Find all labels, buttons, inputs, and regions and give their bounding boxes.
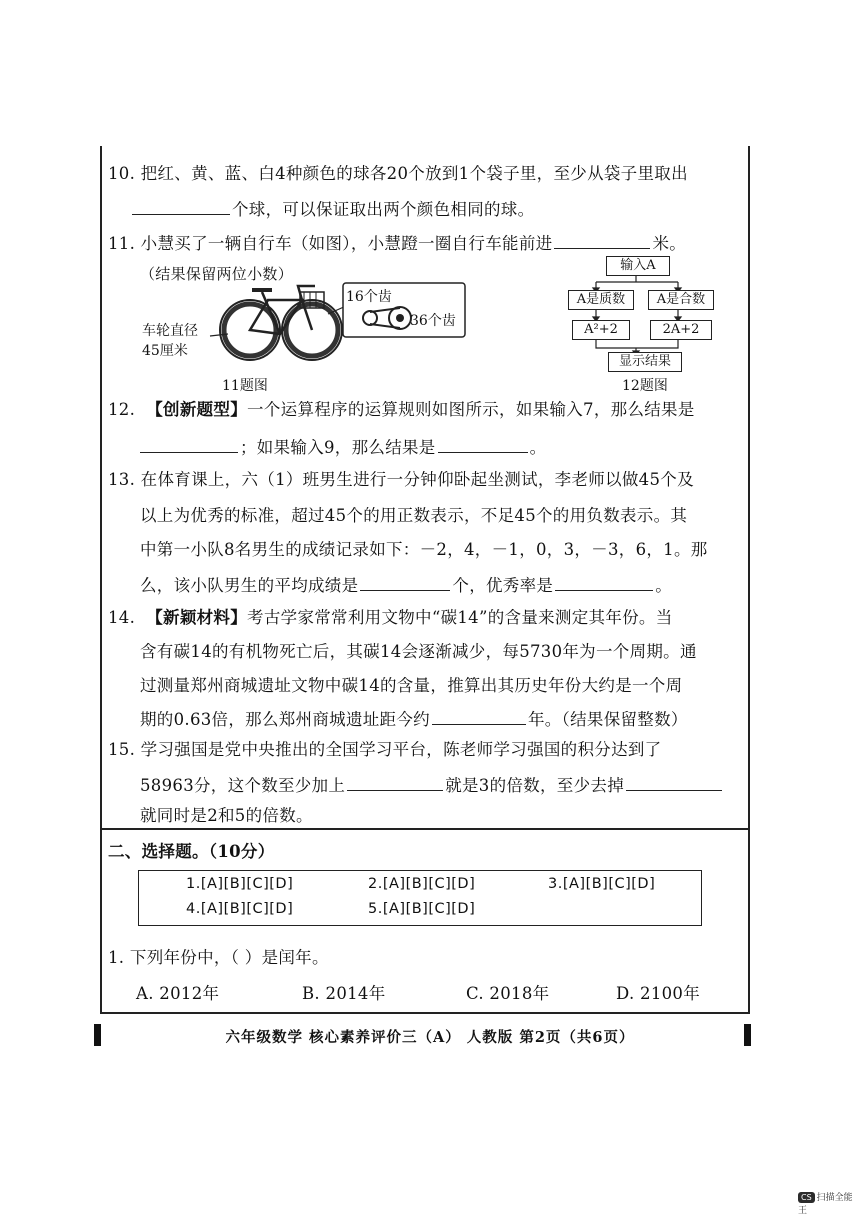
wheel-diameter-value: 45厘米 bbox=[142, 343, 188, 359]
q11-line1 bbox=[108, 230, 686, 256]
q13-line4-text-a: 么，该小队男生的平均成绩是 bbox=[140, 576, 359, 595]
q14-tag: 【新颖材料】 bbox=[146, 608, 248, 627]
answer-blank[interactable] bbox=[554, 230, 650, 249]
q15-line2-text-a: 58963分，这个数至少加上 bbox=[140, 776, 346, 795]
section-divider bbox=[100, 828, 748, 830]
mc1-option-d[interactable]: D. 2100年 bbox=[616, 984, 701, 1003]
q12-line1 bbox=[108, 398, 695, 422]
q13-line1: 13. 在体育课上，六（1）班男生进行一分钟仰卧起坐测试，李老师以做45个及 bbox=[108, 470, 694, 489]
flow-prime-op-box: A²+2 bbox=[572, 320, 630, 340]
mc1-option-b[interactable]: B. 2014年 bbox=[302, 984, 386, 1003]
q10-line2-text: 个球，可以保证取出两个颜色相同的球。 bbox=[232, 200, 535, 219]
q10-line2 bbox=[130, 196, 534, 222]
q15-line3: 就同时是2和5的倍数。 bbox=[140, 806, 313, 825]
q12-caption: 12题图 bbox=[622, 378, 668, 394]
q14-line3: 过测量郑州商城遗址文物中碳14的含量，推算出其历史年份大约是一个周 bbox=[140, 676, 683, 695]
q13-line2: 以上为优秀的标准，超过45个的用正数表示，不足45个的用负数表示。其 bbox=[140, 506, 688, 525]
answer-option-1[interactable]: 1.[A][B][C][D] bbox=[186, 876, 294, 892]
q10-line1: 10. 把红、黄、蓝、白4种颜色的球各20个放到1个袋子里，至少从袋子里取出 bbox=[108, 164, 688, 183]
answer-blank[interactable] bbox=[347, 772, 443, 791]
answer-blank[interactable] bbox=[438, 434, 528, 453]
q11-note: （结果保留两位小数） bbox=[140, 265, 294, 283]
answer-option-5[interactable]: 5.[A][B][C][D] bbox=[368, 901, 476, 917]
bottom-border bbox=[100, 1012, 748, 1014]
mc1-stem: 1. 下列年份中，（ ）是闰年。 bbox=[108, 948, 329, 967]
q13-line4 bbox=[140, 572, 672, 598]
q14-line2: 含有碳14的有机物死亡后，其碳14会逐渐减少，每5730年为一个周期。通 bbox=[140, 642, 697, 661]
wheel-diameter-label: 车轮直径 bbox=[142, 323, 198, 339]
flow-prime-box: A是质数 bbox=[568, 290, 634, 310]
q12-number: 12. bbox=[108, 400, 136, 419]
answer-option-3[interactable]: 3.[A][B][C][D] bbox=[548, 876, 656, 892]
q11-caption: 11题图 bbox=[222, 378, 268, 394]
q13-line4-text-b: 个，优秀率是 bbox=[452, 576, 554, 595]
answer-blank[interactable] bbox=[132, 196, 230, 215]
answer-blank[interactable] bbox=[140, 434, 238, 453]
q12-line2 bbox=[138, 434, 546, 460]
flow-composite-op-box: 2A+2 bbox=[650, 320, 712, 340]
scanner-logo-icon: CS bbox=[798, 1192, 815, 1203]
answer-blank[interactable] bbox=[432, 706, 526, 725]
q14-line4-text-a: 期的0.63倍，那么郑州商城遗址距今约 bbox=[140, 710, 430, 729]
answer-option-2[interactable]: 2.[A][B][C][D] bbox=[368, 876, 476, 892]
page-footer: 六年级数学 核心素养评价三（A） 人教版 第2页（共6页） bbox=[225, 1029, 635, 1046]
q14-line4 bbox=[140, 706, 688, 732]
q15-line2-text-b: 就是3的倍数，至少去掉 bbox=[445, 776, 625, 795]
answer-blank[interactable] bbox=[626, 772, 722, 791]
scanner-watermark-text: 扫描全能王 bbox=[798, 1193, 853, 1216]
small-gear-label: 16个齿 bbox=[346, 289, 392, 305]
flow-output-box: 显示结果 bbox=[608, 352, 682, 372]
q12-line2-text: ；如果输入9，那么结果是 bbox=[240, 438, 436, 457]
q12-line2-end: 。 bbox=[529, 438, 547, 457]
mc1-option-c[interactable]: C. 2018年 bbox=[466, 984, 550, 1003]
q14-line4-text-b: 年。（结果保留整数） bbox=[527, 710, 688, 729]
scanner-watermark bbox=[798, 1190, 860, 1216]
q15-line1: 15. 学习强国是党中央推出的全国学习平台，陈老师学习强国的积分达到了 bbox=[108, 740, 662, 759]
q14-number: 14. bbox=[108, 608, 136, 627]
flow-input-box: 输入A bbox=[606, 256, 670, 276]
q13-line4-text-c: 。 bbox=[655, 576, 673, 595]
mc1-option-a[interactable]: A. 2012年 bbox=[136, 984, 220, 1003]
answer-blank[interactable] bbox=[555, 572, 653, 591]
section2-title: 二、选择题。（10分） bbox=[108, 842, 275, 861]
q14-line1-text: 考古学家常常利用文物中“碳14”的含量来测定其年份。当 bbox=[247, 608, 673, 627]
q13-line3: 中第一小队8名男生的成绩记录如下：－2，4，－1，0，3，－3，6，1。那 bbox=[140, 540, 708, 559]
answer-blank[interactable] bbox=[360, 572, 450, 591]
q12-line1-text: 一个运算程序的运算规则如图所示，如果输入7，那么结果是 bbox=[247, 400, 695, 419]
large-gear-label: 36个齿 bbox=[410, 313, 456, 329]
q12-tag: 【创新题型】 bbox=[146, 400, 248, 419]
q11-line1-text: 11. 小慧买了一辆自行车（如图），小慧蹬一圈自行车能前进 bbox=[108, 234, 553, 253]
answer-option-4[interactable]: 4.[A][B][C][D] bbox=[186, 901, 294, 917]
q14-line1 bbox=[108, 606, 673, 630]
q11-unit: 米。 bbox=[652, 234, 687, 253]
flow-composite-box: A是合数 bbox=[648, 290, 714, 310]
q15-line2 bbox=[140, 772, 724, 798]
